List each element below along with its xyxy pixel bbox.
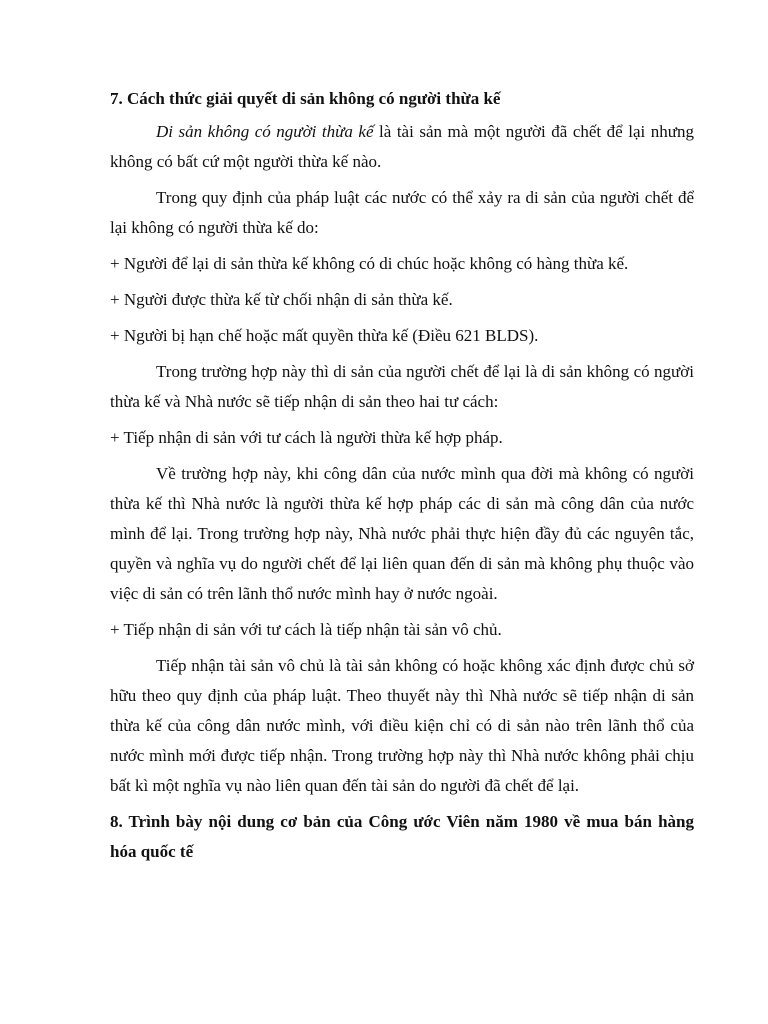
section-heading-8: 8. Trình bày nội dung cơ bản của Công ước Viên năm 1980 về mua bán hàng hóa quốc tế xyxy=(110,812,694,861)
bullet-legal-heir: + Tiếp nhận di sản với tư cách là người thừa kế hợp pháp. xyxy=(110,428,503,447)
paragraph-state-receives: Trong trường hợp này thì di sản của người chết để lại là di sản không có người thừa kế và Nhà nước sẽ tiếp nhận di sản theo hai tư cách: xyxy=(110,362,694,411)
paragraph-ownerless: Tiếp nhận tài sản vô chủ là tài sản không có hoặc không xác định được chủ sở hữu theo quy định của pháp luật. Theo thuyết này thì Nhà nước sẽ tiếp nhận di sản thừa kế của công dân nước mình, với điều kiện chỉ có di sản nào trên lãnh thổ của nước mình mới được tiếp nhận. Trong trường hợp này thì Nhà nước không phải chịu bất kì một nghĩa vụ nào liên quan đến tài sản do người đã chết để lại. xyxy=(110,656,694,795)
bullet-refuse: + Người được thừa kế từ chối nhận di sản thừa kế. xyxy=(110,290,453,309)
definition-term: Di sản không có người thừa kế xyxy=(156,122,374,141)
definition-text: là tài sản mà một người đã chết để lại nhưng không có bất cứ một người thừa kế nào. xyxy=(110,122,694,171)
document-page xyxy=(110,84,694,870)
paragraph-causes-intro: Trong quy định của pháp luật các nước có thể xảy ra di sản của người chết để lại không có người thừa kế do: xyxy=(110,188,694,237)
bullet-restricted: + Người bị hạn chế hoặc mất quyền thừa kế (Điều 621 BLDS). xyxy=(110,326,539,345)
section-heading-7: 7. Cách thức giải quyết di sản không có người thừa kế xyxy=(110,89,501,108)
paragraph-legal-heir: Về trường hợp này, khi công dân của nước mình qua đời mà không có người thừa kế thì Nhà nước là người thừa kế hợp pháp các di sản mà công dân của nước mình để lại. Trong trường hợp này, Nhà nước phải thực hiện đầy đủ các nguyên tắc, quyền và nghĩa vụ do người chết để lại liên quan đến di sản mà không phụ thuộc vào việc di sản có trên lãnh thổ nước mình hay ở nước ngoài. xyxy=(110,464,694,603)
definition-paragraph xyxy=(110,117,694,177)
bullet-no-will: + Người để lại di sản thừa kế không có di chúc hoặc không có hàng thừa kế. xyxy=(110,254,629,273)
bullet-ownerless: + Tiếp nhận di sản với tư cách là tiếp nhận tài sản vô chủ. xyxy=(110,620,502,639)
